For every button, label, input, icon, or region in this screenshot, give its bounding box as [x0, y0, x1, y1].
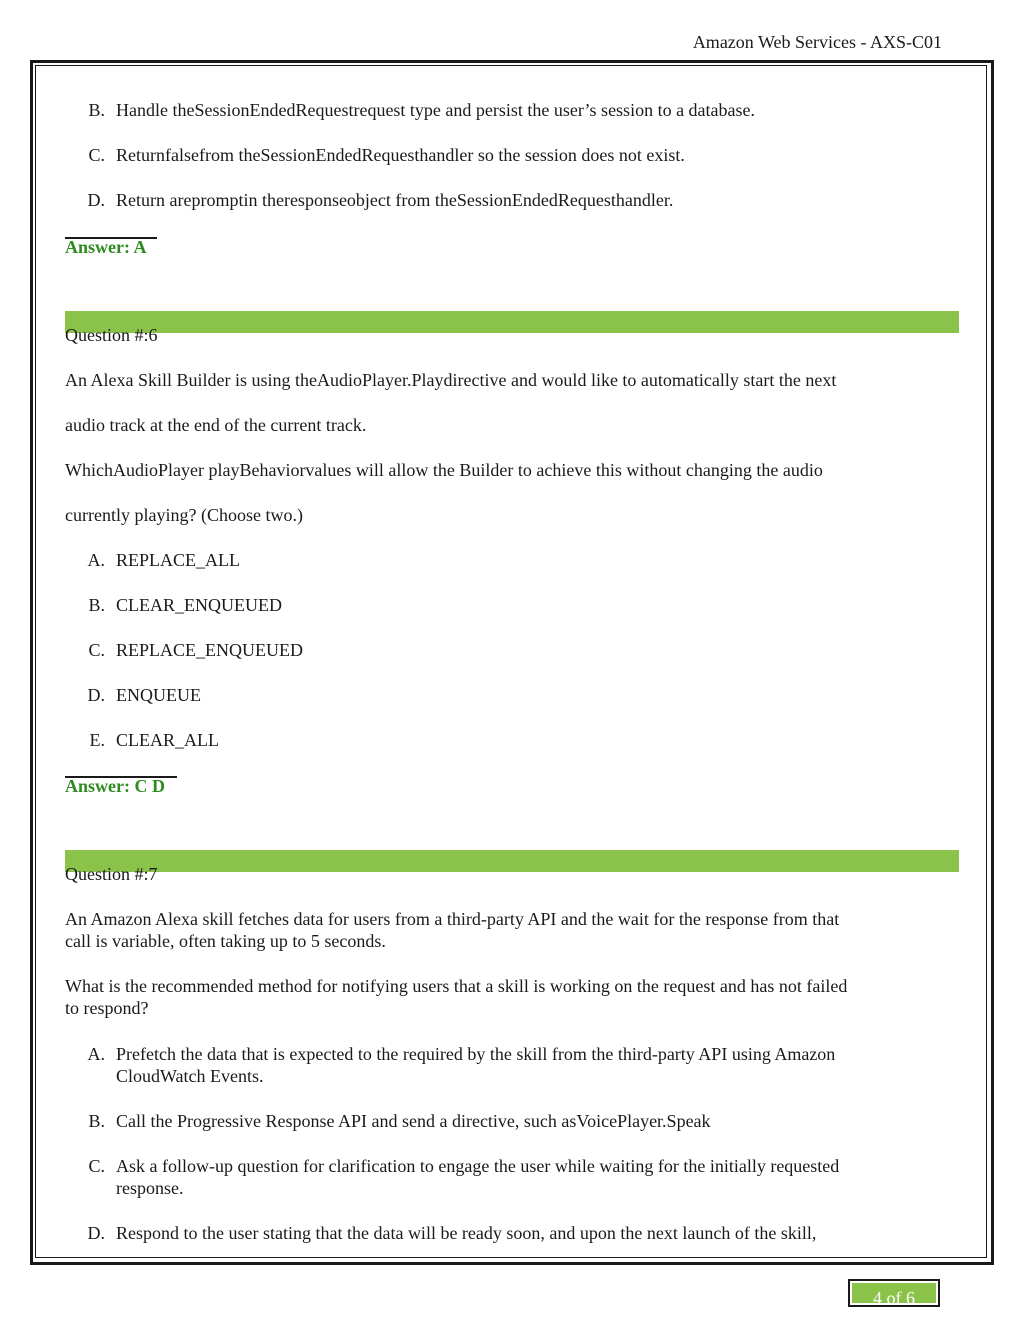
q6-option-a-letter: A. [87, 550, 105, 570]
q6-stem-line-2: audio track at the end of the current track. [65, 415, 367, 435]
q7-option-b-letter: B. [88, 1111, 105, 1131]
q7-option-c-letter: C. [88, 1156, 105, 1176]
q6-option-b-letter: B. [88, 595, 105, 615]
q7-option-b-line-1: Call the Progressive Response API and send a directive, such asVoicePlayer.Speak [116, 1111, 711, 1131]
q6-option-a-text: REPLACE_ALL [116, 550, 240, 570]
q5-option-d-letter: D. [87, 190, 105, 210]
q6-option-b-text: CLEAR_ENQUEUED [116, 595, 282, 615]
q7-stem-2-line-2: to respond? [65, 998, 149, 1018]
q5-option-c-letter: C. [88, 145, 105, 165]
q7-stem-1-line-1: An Amazon Alexa skill fetches data for users from a third-party API and the wait for the response from that [65, 909, 840, 929]
q6-heading: Question #:6 [65, 325, 158, 345]
q7-option-a-letter: A. [87, 1044, 105, 1064]
q6-option-c-letter: C. [88, 640, 105, 660]
q7-heading: Question #:7 [65, 864, 158, 884]
q6-option-d-letter: D. [87, 685, 105, 705]
q6-section-band [65, 311, 959, 333]
q6-option-c-text: REPLACE_ENQUEUED [116, 640, 303, 660]
q6-option-e-text: CLEAR_ALL [116, 730, 219, 750]
q6-stem-line-4: currently playing? (Choose two.) [65, 505, 303, 525]
q5-answer: Answer: A [65, 237, 147, 257]
q6-answer: Answer: C D [65, 776, 165, 796]
q5-option-c-text: Returnfalsefrom theSessionEndedRequesthandler so the session does not exist. [116, 145, 685, 165]
q7-stem-2-line-1: What is the recommended method for notifying users that a skill is working on the request and has not failed [65, 976, 848, 996]
q6-stem-line-1: An Alexa Skill Builder is using theAudioPlayer.Playdirective and would like to automatically start the next [65, 370, 837, 390]
page-number-label: 4 of 6 [873, 1288, 915, 1308]
q5-option-b-text: Handle theSessionEndedRequestrequest type and persist the user’s session to a database. [116, 100, 756, 120]
q6-option-d-text: ENQUEUE [116, 685, 201, 705]
document-header-title: Amazon Web Services - AXS-C01 [692, 32, 942, 52]
q5-option-b-letter: B. [88, 100, 105, 120]
q7-option-a-line-2: CloudWatch Events. [116, 1066, 264, 1086]
q7-option-d-line-1: Respond to the user stating that the data will be ready soon, and upon the next launch of the skill, [116, 1223, 817, 1243]
q7-option-c-line-1: Ask a follow-up question for clarification to engage the user while waiting for the initially requested [116, 1156, 840, 1176]
q7-option-d-letter: D. [87, 1223, 105, 1243]
q7-option-a-line-1: Prefetch the data that is expected to the required by the skill from the third-party API using Amazon [116, 1044, 836, 1064]
q7-section-band [65, 850, 959, 872]
q6-stem-line-3: WhichAudioPlayer playBehaviorvalues will allow the Builder to achieve this without changing the audio [65, 460, 823, 480]
q7-option-c-line-2: response. [116, 1178, 184, 1198]
q6-option-e-letter: E. [89, 730, 105, 750]
q5-option-d-text: Return arepromptin theresponseobject from theSessionEndedRequesthandler. [116, 190, 674, 210]
q7-stem-1-line-2: call is variable, often taking up to 5 seconds. [65, 931, 386, 951]
